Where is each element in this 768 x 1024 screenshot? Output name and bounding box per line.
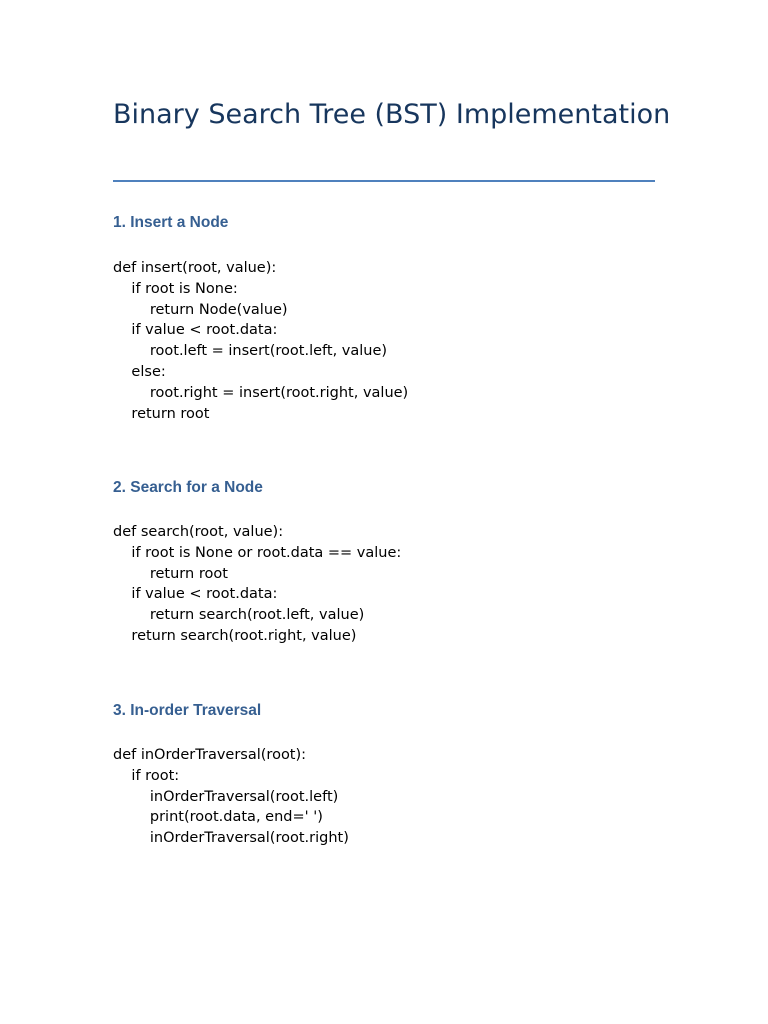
- section-heading-search: 2. Search for a Node: [113, 479, 263, 496]
- code-line: print(root.data, end=' '): [113, 809, 323, 826]
- code-line: def insert(root, value):: [113, 260, 277, 276]
- code-line: root.left = insert(root.left, value): [113, 343, 388, 360]
- code-line: else:: [113, 363, 166, 380]
- code-line: if value < root.data:: [113, 322, 278, 339]
- section-heading-insert: 1. Insert a Node: [113, 214, 229, 231]
- document-title: Binary Search Tree (BST) Implementation: [113, 99, 671, 130]
- code-line: def search(root, value):: [113, 524, 284, 540]
- code-line: if value < root.data:: [113, 586, 278, 603]
- title-underline: [113, 180, 655, 182]
- code-line: root.right = insert(root.right, value): [113, 384, 409, 401]
- code-line: if root is None or root.data == value:: [113, 544, 402, 561]
- code-line: return root: [113, 405, 210, 422]
- code-line: if root is None:: [113, 280, 238, 297]
- code-block-inorder-traversal: [113, 745, 349, 849]
- code-line: return root: [113, 565, 228, 582]
- code-line: if root:: [113, 767, 180, 784]
- code-line: return search(root.right, value): [113, 627, 357, 644]
- code-line: inOrderTraversal(root.left): [113, 788, 339, 805]
- code-line: inOrderTraversal(root.right): [113, 830, 349, 847]
- code-line: return Node(value): [113, 301, 288, 318]
- code-block-search: [113, 522, 401, 647]
- section-heading-inorder-traversal: 3. In-order Traversal: [113, 702, 262, 719]
- code-line: return search(root.left, value): [113, 607, 365, 624]
- code-block-insert: [113, 258, 408, 424]
- code-line: def inOrderTraversal(root):: [113, 747, 307, 763]
